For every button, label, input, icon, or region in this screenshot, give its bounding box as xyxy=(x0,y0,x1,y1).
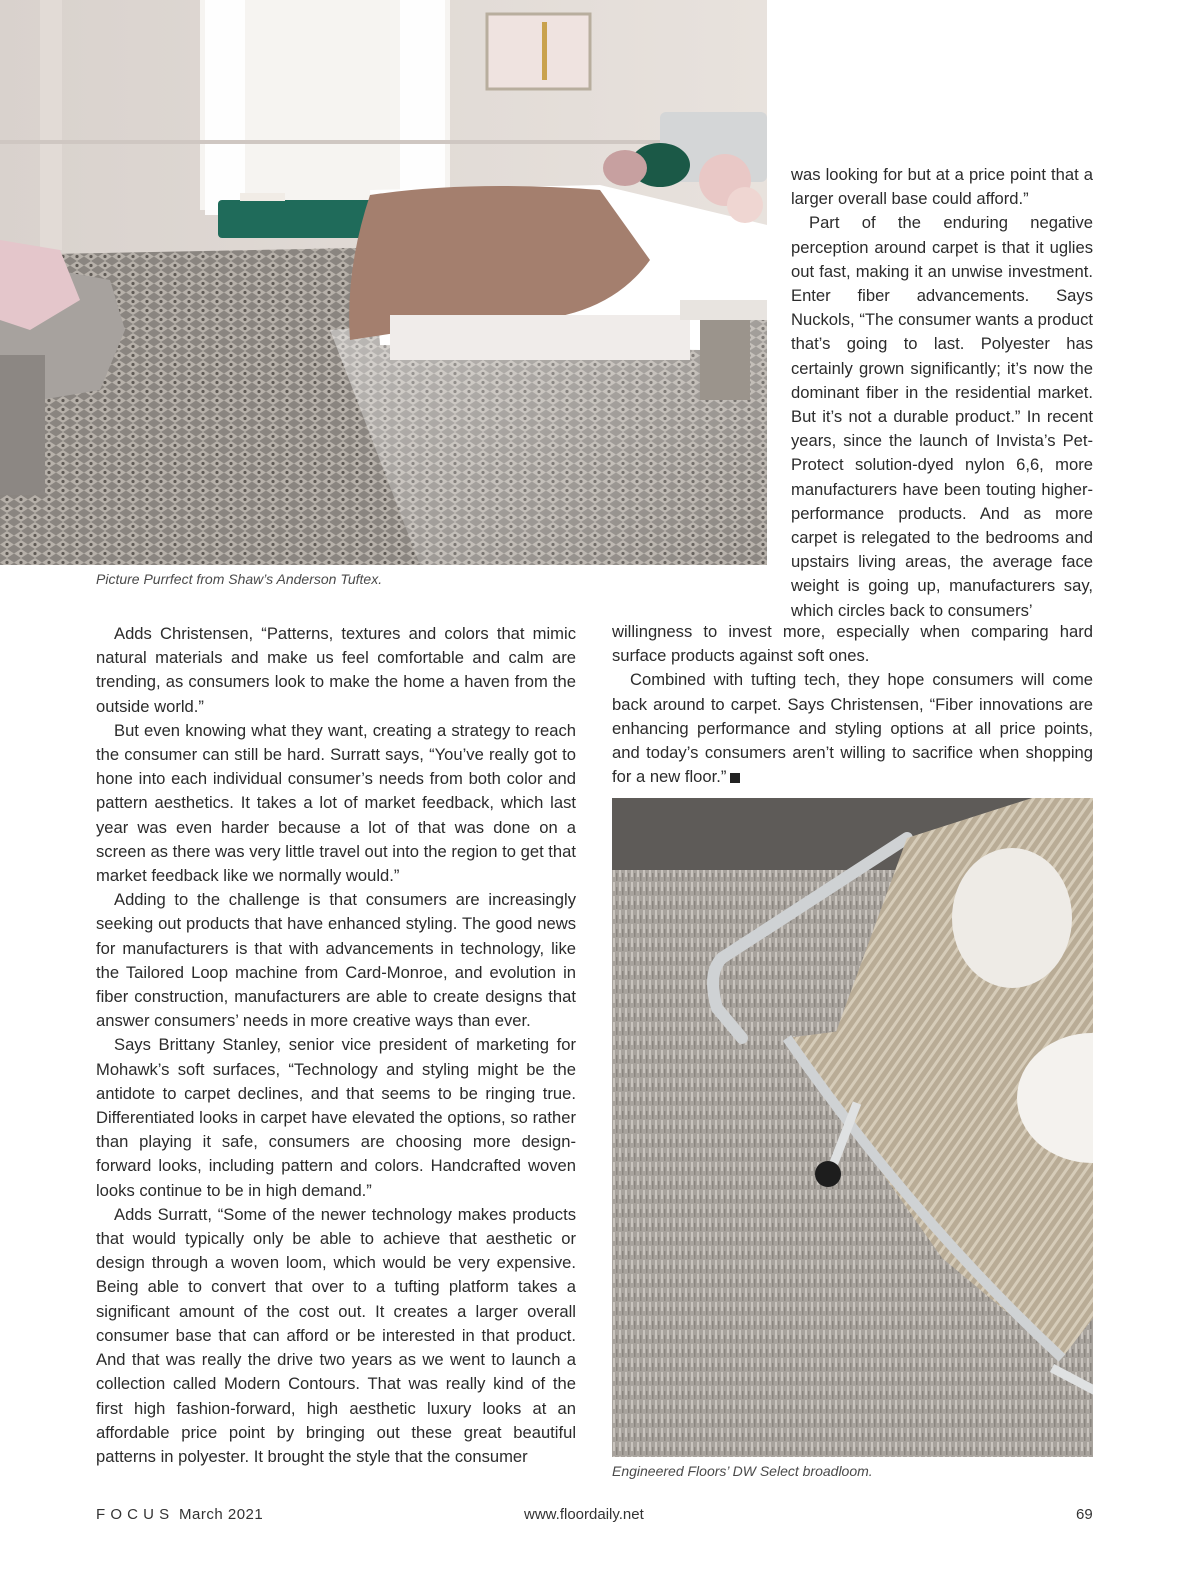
paragraph: But even knowing what they want, creating a strategy to reach the consumer can still be hard. Surratt says, “You’ve really got to hone into each individual consumer’s needs from both color and pattern aesthetics. It takes a lot of market feedback, which last year was even harder because a lot of that was done on a screen as there was very little travel out into the region to get that market feedback like we normally would.” xyxy=(96,720,576,886)
top-photo-caption: Picture Purrfect from Shaw’s Anderson Tuftex. xyxy=(96,571,383,587)
right-column-middle xyxy=(612,620,1093,789)
closing-paragraph-text: Combined with tufting tech, they hope consumers will come back around to carpet. Says Christensen, “Fiber innovations are enhancing performance and styling options at all price points, and today’s consumers aren’t willing to sacrifice when shopping for a new floor.” xyxy=(612,670,1093,787)
page-number: 69 xyxy=(1076,1506,1093,1523)
paragraph: willingness to invest more, especially when comparing hard surface products against soft ones. xyxy=(612,622,1093,666)
end-of-article-mark xyxy=(730,773,740,783)
paragraph: Says Brittany Stanley, senior vice president of marketing for Mohawk’s soft surfaces, “Technology and styling might be the antidote to carpet declines, and that seems to be ringing true. Differentiated looks in carpet have elevated the options, so rather than playing it safe, consumers are choosing more design-forward looks, including pattern and colors. Handcrafted woven looks continue to be in high demand.” xyxy=(96,1035,576,1200)
chair-carpet-photo xyxy=(612,798,1093,1457)
paragraph: was looking for but at a price point that a larger overall base could afford.” xyxy=(791,165,1093,209)
paragraph: Part of the enduring negative perception around carpet is that it uglies out fast, making it an unwise investment. Enter fiber advancements. Says Nuckols, “The consumer wants a product that’s going to last. Polyester has certainly grown significantly; it’s now the dominant fiber in the residential market. But it’s not a durable product.” In recent years, since the launch of Invista’s Pet-Protect solution-dyed nylon 6,6, more manufacturers have been touting higher-performance products. And as more carpet is relegated to the bedrooms and upstairs living areas, the average face weight is going up, manufacturers say, which circles back to consumers’ xyxy=(791,213,1093,620)
footer-publication: F O C U S March 2021 xyxy=(96,1506,264,1523)
right-column-top xyxy=(791,163,1093,623)
paragraph: Adding to the challenge is that consumers are increasingly seeking out products that have enhanced styling. The good news for manufacturers is that with advancements in technology, like the Tailored Loop machine from Card-Monroe, and evolution in fiber construction, manufacturers are able to create designs that answer consumers’ needs in more creative ways than ever. xyxy=(96,890,576,1031)
left-column xyxy=(96,622,576,1469)
bedroom-carpet-photo xyxy=(0,0,767,565)
paragraph: Adds Surratt, “Some of the newer technology makes products that would typically only be able to achieve that aesthetic or design through a woven loom, which would be very expensive. Being able to convert that over to a tufting platform takes a significant amount of the cost out. It creates a larger overall consumer base that can afford or be interested in that product. And that was really the drive two years as we went to launch a collection called Modern Contours. That was really kind of the first high fashion-forward, high aesthetic luxury looks at an affordable price point by bringing out these great beautiful patterns in polyester. It brought the style that the consumer xyxy=(96,1204,576,1466)
paragraph xyxy=(612,668,1093,789)
bottom-photo-caption: Engineered Floors’ DW Select broadloom. xyxy=(612,1463,873,1479)
paragraph: Adds Christensen, “Patterns, textures and colors that mimic natural materials and make us feel comfortable and calm are trending, as consumers look to make the home a haven from the outside world.” xyxy=(96,624,576,716)
footer-website[interactable]: www.floordaily.net xyxy=(524,1506,644,1523)
